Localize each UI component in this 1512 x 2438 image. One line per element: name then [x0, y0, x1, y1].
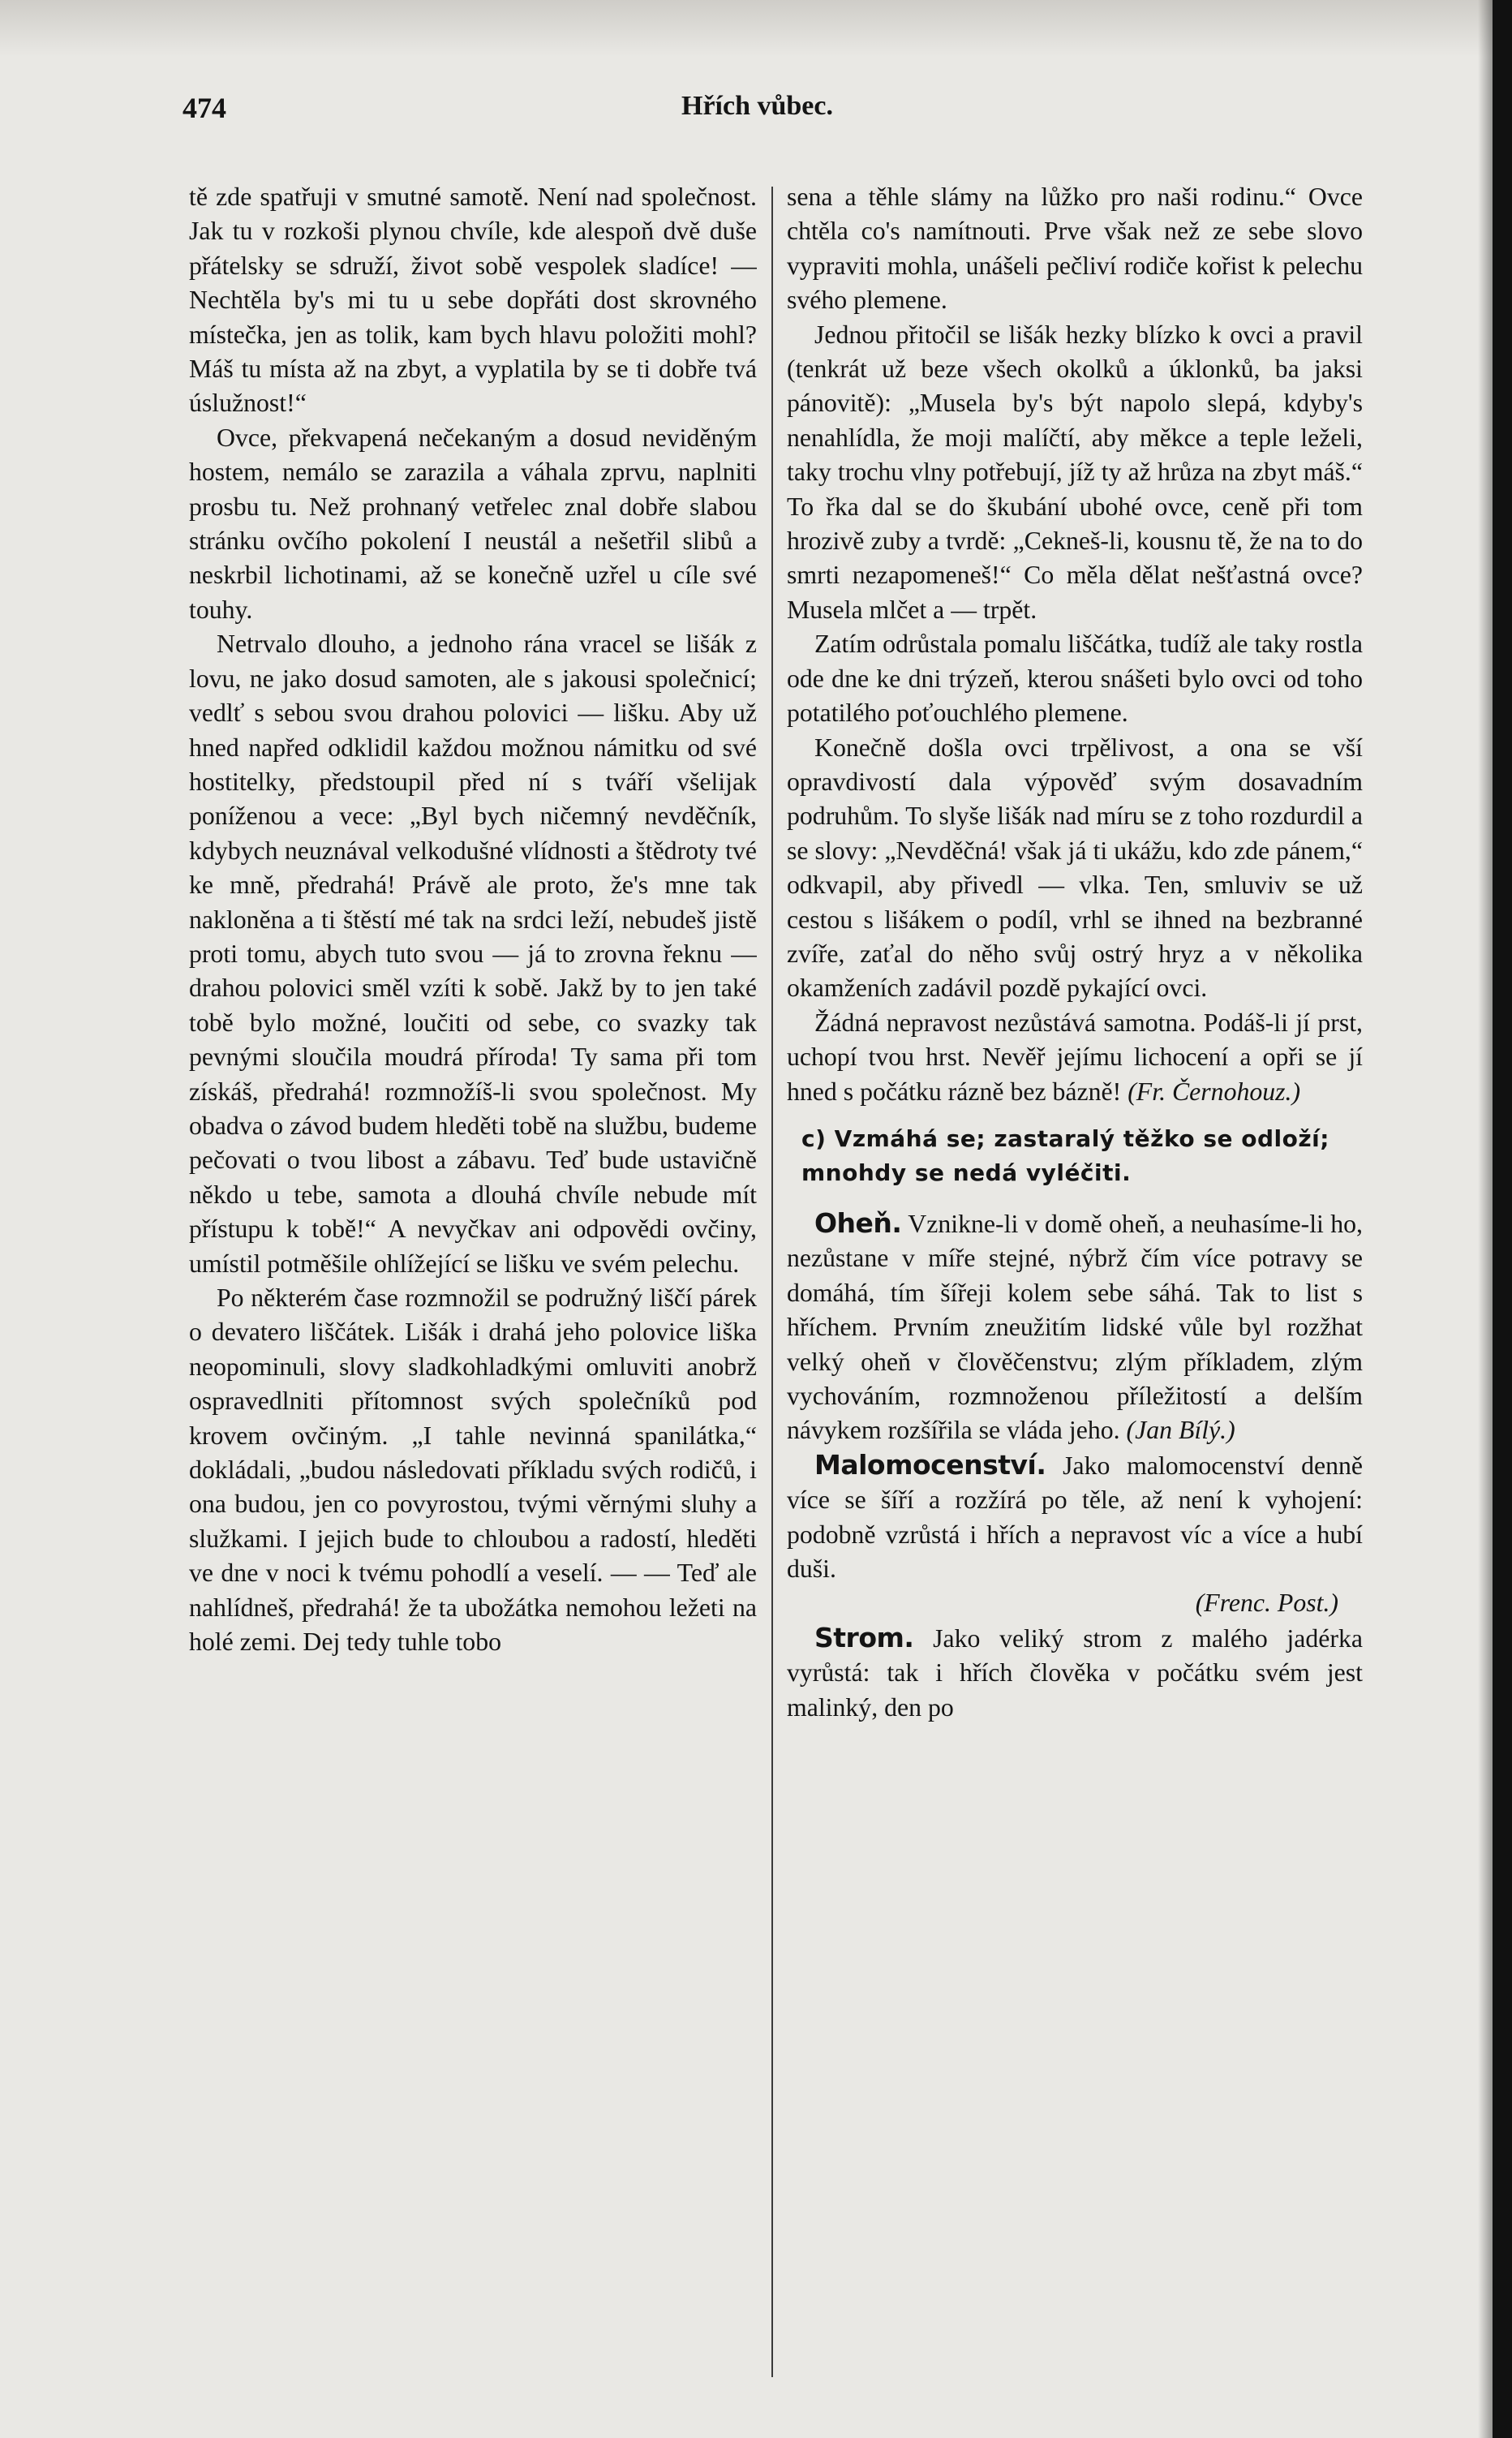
entry-text: Jako veliký strom z malého jadérka vyrůstá: tak i hřích člověka v počátku svém jest malinký, den po [787, 1623, 1363, 1722]
column-divider [771, 187, 773, 2377]
paragraph-text: Žádná nepravost nezůstává samotna. Podáš-li jí prst, uchopí tvou hrst. Nevěř jejímu lichocení a opři se jí hned s počátku rázně bez bázně! [787, 1008, 1363, 1106]
entry-leprosy [787, 1448, 1363, 1587]
scan-shadow-top [0, 0, 1512, 57]
page-number: 474 [183, 92, 226, 124]
entry-text: Jako malomocenství denně více se šíří a rozžírá po těle, až není k vyhojení: podobně vzrůstá i hřích a nepravost víc a více a hubí duši. [787, 1451, 1363, 1584]
citation-author: (Fr. Černohouz.) [1128, 1077, 1301, 1106]
citation-line [787, 1586, 1363, 1620]
right-column [787, 180, 1363, 2387]
section-heading: c) Vzmáhá se; zastaralý těžko se odloží; mnohdy se nedá vyléčiti. [801, 1124, 1329, 1186]
citation-author: (Frenc. Post.) [1195, 1589, 1338, 1618]
scan-border-right [1493, 0, 1512, 2438]
running-head: Hřích vůbec. [681, 91, 833, 121]
entry-keyword: Oheň. [814, 1206, 902, 1239]
page-header [183, 91, 1355, 140]
paragraph: Zatím odrůstala pomalu liščátka, tudíž ale taky rostla ode dne ke dni trýzeň, kterou snášeti bylo ovci od toho potatilého poťouchlého plemene. [787, 630, 1363, 728]
entry-fire [787, 1206, 1363, 1448]
paragraph: tě zde spatřuji v smutné samotě. Není nad společnost. Jak tu v rozkoši plynou chvíle, kde alespoň dvě duše přátelsky se sdruží, život sobě vespolek sladíce! — Nechtěla by's mi tu u sebe dopřáti dost skrovného místečka, jen as tolik, kam bych hlavu položiti mohl? Máš tu místa až na zbyt, a vyplatila by se ti dobře tvá úslužnost!“ [189, 183, 757, 418]
citation-author: (Jan Bílý.) [1126, 1416, 1235, 1445]
entry-text: Vznikne-li v domě oheň, a neuhasíme-li ho, nezůstane v míře stejné, nýbrž čím více potravy se domáhá, tím šířeji kolem sebe sáhá. Tak to list s hříchem. Prvním zneužitím lidské vůle byl rozžhat velký oheň v člověčenstvu; zlým příkladem, zlým vychováním, rozmnoženou příležitostí a delším návykem rozšířila se vláda jeho. [787, 1209, 1363, 1445]
scan-shadow-right [1478, 0, 1493, 2438]
left-column [189, 180, 757, 2387]
paragraph: Po některém čase rozmnožil se podružný liščí párek o devatero liščátek. Lišák i drahá jeho polovice liška neopominuli, slovy sladkohladkými omluviti anobrž ospravedlniti přítomnost svých společníků pod krovem ovčiným. „I tahle nevinná spanilátka,“ dokládali, „budou následovati příkladu svých rodičů, i ona budou, jen co povyrostou, tvými věrnými sluhy a služkami. I jejich bude to chloubou a radostí, hleděti ve dne v noci k tvému pohodlí a veselí. — — Teď ale nahlídneš, předrahá! že ta ubožátka nemohou ležeti na holé zemi. Dej tedy tuhle tobo [189, 1283, 757, 1657]
entry-keyword: Malomocenství. [814, 1448, 1046, 1481]
paragraph-with-citation [787, 1006, 1363, 1109]
entry-keyword: Strom. [814, 1621, 914, 1653]
paragraph: Ovce, překvapená nečekaným a dosud neviděným hostem, nemálo se zarazila a váhala zprvu, naplniti prosbu tu. Než prohnaný vetřelec znal dobře slabou stránku ovčího pokolení I neustál a nešetřil slibů a neskrbil lichotinami, až se konečně uzřel u cíle své touhy. [189, 423, 757, 624]
paragraph: sena a těhle slámy na lůžko pro naši rodinu.“ Ovce chtěla co's namítnouti. Prve však než ze sebe slovo vypraviti mohla, unášeli pečliví rodiče kořist k pelechu svého plemene. [787, 183, 1363, 315]
paragraph: Jednou přitočil se lišák hezky blízko k ovci a pravil (tenkrát už beze všech okolků a úklonků, ba jaksi pánovitě): „Musela by's být napolo slepá, kdyby's nenahlídla, že moji malíčtí, aby měkce a teple leželi, taky trochu vlny potřebují, jíž ty až hrůza na zbyt máš.“ To řka dal se do škubání ubohé ovce, ceně při tom hrozivě zuby a tvrdě: „Cekneš-li, kousnu tě, že na to do smrti nezapomeneš!“ Co měla dělat nešťastná ovce? Musela mlčet a — trpět. [787, 320, 1363, 624]
entry-tree [787, 1621, 1363, 1725]
paragraph: Netrvalo dlouho, a jednoho rána vracel se lišák z lovu, ne jako dosud samoten, ale s jakousi společnicí; vedlť s sebou svou drahou polovici — lišku. Aby už hned napřed odklidil každou možnou námitku od své hostitelky, předstoupil před ní s tváří všelijak poníženou a vece: „Byl bych ničemný nevděčník, kdybych neuznával velkodušné vlídnosti a štědroty tvé ke mně, předrahá! Právě ale proto, že's mne tak nakloněna a ti štěstí mé tak na srdci leží, nebudeš jistě proti tomu, abych tuto svou — já to zrovna řeknu — drahou polovici směl vzíti k sobě. Jakž by to jen také tobě bylo možné, loučiti od sebe, co svazky tak pevnými sloučila moudrá příroda! Ty sama při tom získáš, předrahá! rozmnožíš-li svou společnost. My obadva o závod budem hleděti tobě na službu, budeme pečovati o tvou libost a zábavu. Teď bude ustavičně někdo u tebe, samota a dlouhá chvíle nebude mít přístupu k tobě!“ A nevyčkav ani odpovědi ovčiny, umístil potměšile ohlížející se lišku ve svém pelechu. [189, 630, 757, 1278]
paragraph: Konečně došla ovci trpělivost, a ona se vší opravdivostí dala výpověď svým dosavadním podruhům. To slyše lišák nad míru se z toho rozdurdil a se slovy: „Nevděčná! však já ti ukážu, kdo zde pánem,“ odkvapil, aby přivedl — vlka. Ten, smluviv se už cestou s lišákem o podíl, vrhl se ihned na bezbranné zvíře, zaťal do něho svůj ostrý hryz a v několika okamženích zadávil pozdě pykající ovci. [787, 733, 1363, 1003]
